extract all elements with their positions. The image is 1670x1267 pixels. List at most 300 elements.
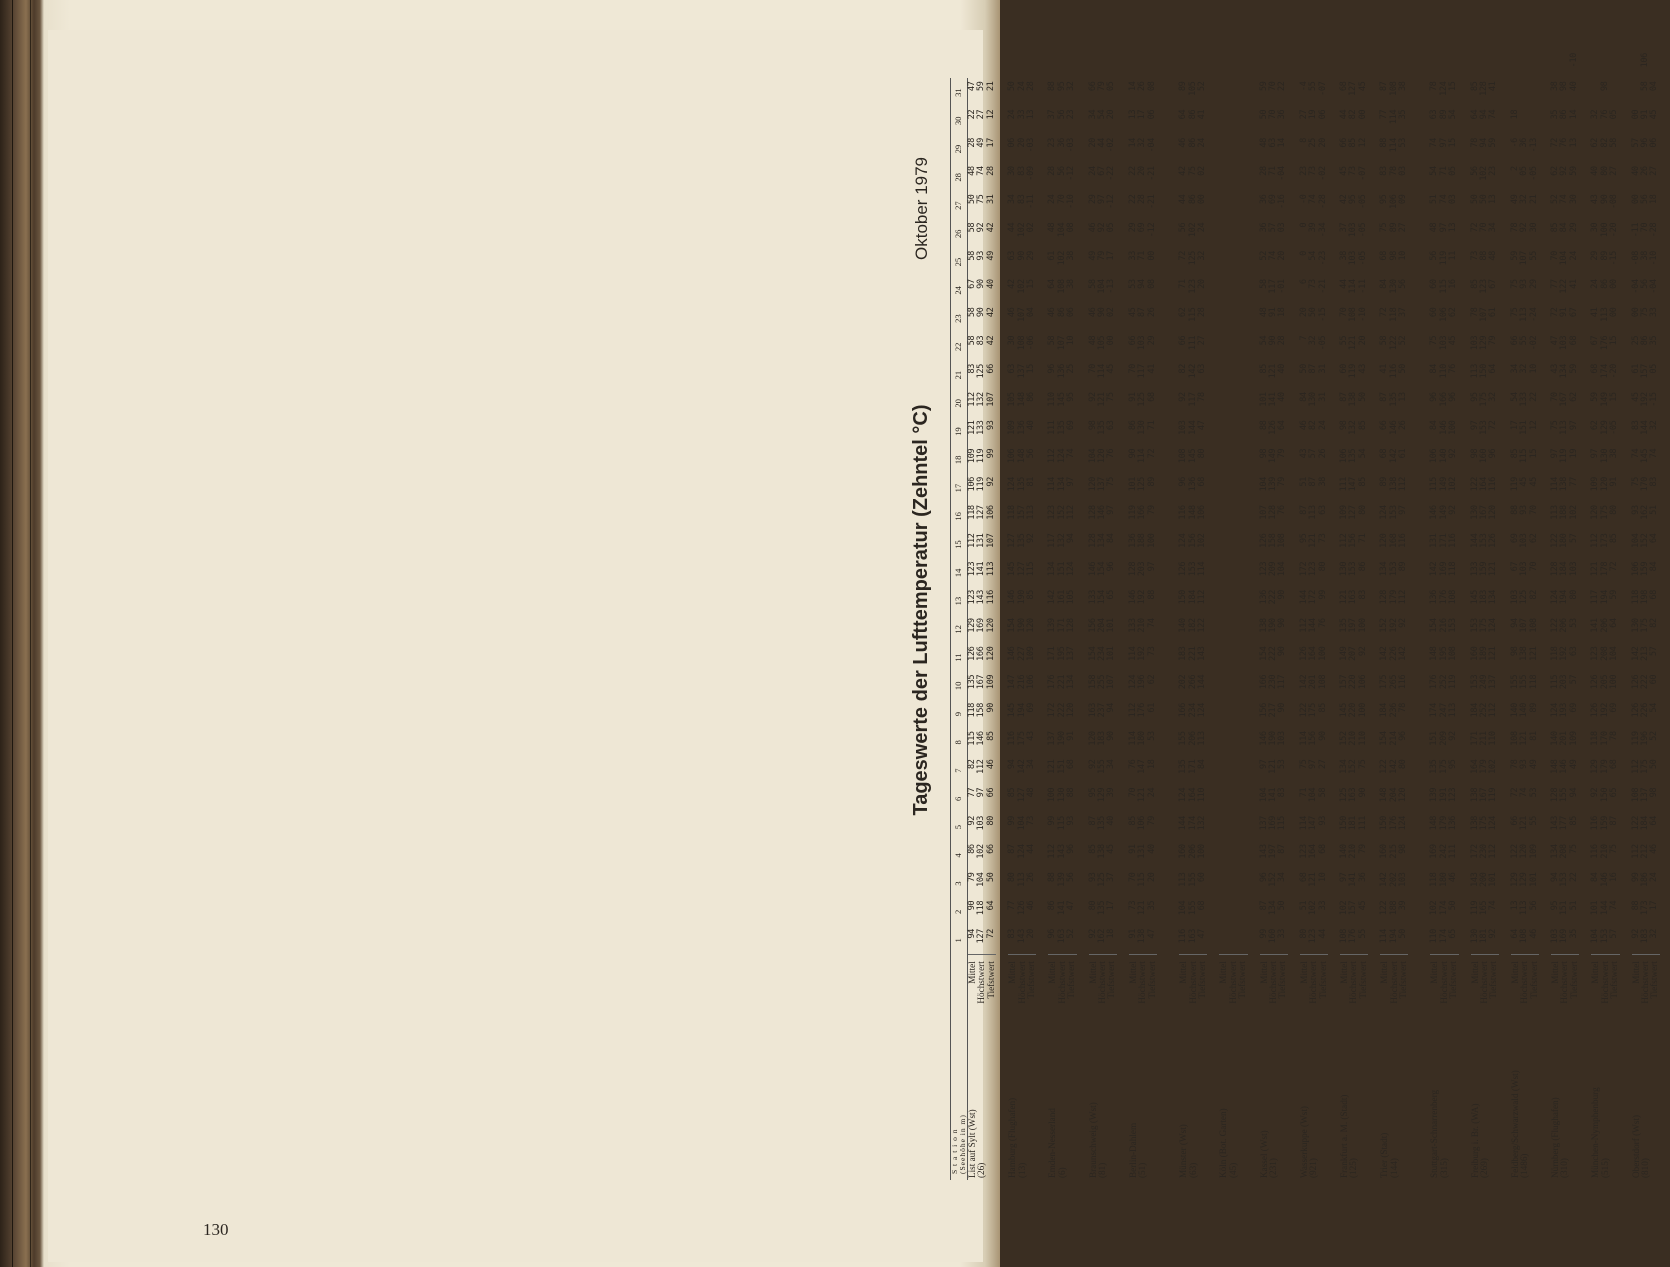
temperature-cell: 194 — [1016, 702, 1027, 718]
temperature-cell: 72 — [987, 926, 996, 955]
temperature-cell: 150 — [1178, 589, 1189, 605]
temperature-cell — [1219, 333, 1228, 361]
temperature-cell: 214 — [1388, 731, 1399, 746]
value-type: Mittel — [1429, 961, 1440, 984]
temperature-cell — [1229, 672, 1238, 700]
temperature-cell: 54 — [1649, 702, 1660, 713]
station-elevation: (921) — [1308, 1158, 1319, 1178]
temperature-cell: 174 — [1440, 926, 1449, 955]
table-row — [1430, 50, 1439, 1180]
temperature-cell: 90 — [1277, 646, 1288, 657]
temperature-cell: 95 — [1469, 392, 1480, 402]
temperature-cell: 97 — [1258, 759, 1269, 770]
temperature-cell: 192 — [1388, 618, 1399, 633]
temperature-cell: 91 — [1609, 476, 1620, 487]
temperature-cell: 90 — [1277, 702, 1288, 713]
temperature-cell: 120 — [1599, 476, 1610, 492]
temperature-cell: 85 — [1026, 589, 1037, 600]
temperature-cell: 121 — [1488, 646, 1499, 661]
temperature-cell: -01 — [1277, 279, 1288, 294]
value-type: Mittel — [967, 961, 977, 984]
temperature-cell: 141 — [1056, 900, 1067, 916]
temperature-cell: 48 — [1087, 335, 1098, 346]
temperature-cell: 116 — [1388, 363, 1399, 379]
temperature-cell: 103 — [1277, 731, 1288, 746]
temperature-cell: 164 — [1187, 787, 1198, 803]
temperature-cell: 114 — [1097, 363, 1108, 379]
temperature-cell: 32 — [1519, 363, 1530, 374]
temperature-cell: 112 — [1488, 702, 1499, 718]
temperature-cell: -11 — [1357, 279, 1368, 294]
temperature-cell: 7 — [1298, 335, 1309, 341]
station-spacer — [1579, 50, 1591, 1180]
table-row — [1058, 50, 1067, 1180]
temperature-cell: 50 — [1398, 363, 1408, 374]
temperature-cell: 97 — [1398, 505, 1408, 515]
temperature-cell: 115 — [1429, 476, 1440, 492]
temperature-cell: -05 — [1317, 335, 1328, 351]
day-header: 23 — [951, 304, 968, 332]
temperature-cell: -04 — [1630, 279, 1641, 294]
temperature-cell: 190 — [1056, 731, 1067, 746]
temperature-cell: 39 — [1106, 787, 1117, 798]
temperature-cell: 41 — [1488, 81, 1499, 92]
temperature-cell — [1219, 615, 1228, 643]
temperature-cell: 38 — [1066, 250, 1077, 261]
temperature-cell: 64 — [1649, 533, 1660, 544]
temperature-cell: 206 — [1187, 844, 1198, 859]
temperature-cell: 166 — [1137, 505, 1148, 520]
temperature-cell: 151 — [1056, 561, 1067, 577]
temperature-cell — [1238, 502, 1247, 530]
temperature-cell: 28 — [1026, 81, 1037, 92]
temperature-cell: 126 — [967, 646, 977, 661]
day-header: 15 — [951, 530, 968, 558]
temperature-cell: 135 — [1016, 476, 1027, 492]
temperature-cell: 113 — [1550, 505, 1561, 520]
temperature-cell: 101 — [1590, 900, 1601, 916]
temperature-cell: 67 — [1509, 561, 1520, 572]
value-type: Mittel — [1469, 961, 1480, 984]
value-type: Mittel — [1509, 961, 1520, 984]
day-header: 10 — [951, 672, 968, 700]
day-header: 27 — [951, 191, 968, 219]
table-row — [1632, 50, 1641, 1180]
station-name: München-Nymphenburg — [1590, 1087, 1601, 1178]
temperature-cell: 71 — [1267, 166, 1278, 176]
temperature-cell: 74 — [1488, 109, 1499, 120]
temperature-cell: 70 — [1267, 81, 1278, 92]
temperature-cell: 215 — [1388, 844, 1399, 859]
temperature-cell: 132 — [1348, 420, 1359, 435]
temperature-cell: 111 — [1187, 335, 1198, 351]
temperature-cell: 85 — [1258, 363, 1269, 374]
temperature-cell: 107 — [985, 392, 996, 407]
temperature-cell: 67 — [1097, 166, 1108, 176]
temperature-cell: 16 — [1448, 279, 1459, 289]
temperature-cell: 13 — [1127, 109, 1138, 120]
temperature-cell: 61 — [1398, 448, 1408, 459]
temperature-cell — [1229, 643, 1238, 671]
temperature-cell: 116 — [1179, 926, 1188, 955]
temperature-cell: 24 — [1196, 137, 1207, 148]
temperature-cell: 61 — [1630, 363, 1641, 374]
temperature-cell: -16 — [1277, 194, 1288, 209]
temperature-cell: 70 — [1087, 363, 1098, 374]
temperature-cell: 108 — [1056, 279, 1067, 294]
temperature-cell: 103 — [1348, 250, 1359, 266]
temperature-cell: 41 — [1379, 363, 1390, 374]
temperature-cell: 167 — [976, 674, 987, 690]
temperature-cell: 06 — [1317, 109, 1328, 120]
temperature-cell: 131 — [976, 533, 987, 548]
temperature-cell: 135 — [1178, 759, 1189, 774]
temperature-cell: 123 — [1309, 926, 1318, 955]
temperature-cell: 58 — [1609, 137, 1620, 148]
temperature-cell: 92 — [976, 222, 987, 233]
temperature-cell: 69 — [1026, 702, 1037, 713]
temperature-cell: 144 — [1599, 900, 1610, 916]
temperature-cell: 87 — [1087, 815, 1098, 826]
temperature-cell: 95 — [1550, 900, 1561, 911]
month-label: Oktober 1979 — [912, 156, 931, 260]
temperature-cell: 17 — [1106, 250, 1117, 261]
temperature-cell: 81 — [1528, 731, 1539, 741]
value-type: Höchstwert — [1137, 961, 1148, 1004]
temperature-cell: 156 — [1308, 731, 1319, 746]
station-name: Münster (Wst) — [1178, 1124, 1189, 1178]
station-elevation: (269) — [1479, 1158, 1490, 1178]
temperature-cell: 148 — [1379, 787, 1390, 803]
temperature-cell: 85 — [1357, 420, 1368, 431]
temperature-cell: 34 — [1087, 109, 1098, 120]
temperature-cell: 92 — [1590, 787, 1601, 798]
temperature-cell: 120 — [1379, 533, 1390, 548]
temperature-cell: 145 — [1056, 392, 1067, 407]
temperature-cell: 56 — [1066, 872, 1077, 883]
temperature-cell — [1229, 785, 1238, 813]
temperature-cell: 105 — [1007, 392, 1018, 407]
temperature-cell: 100 — [1146, 533, 1157, 548]
temperature-cell: 123 — [1448, 787, 1459, 803]
temperature-cell: 95 — [1348, 194, 1359, 205]
temperature-cell: 124 — [1066, 561, 1077, 577]
table-row — [1399, 50, 1408, 1180]
station-cell — [1650, 1027, 1659, 1180]
temperature-cell: 08 — [1146, 81, 1157, 92]
temperature-cell: 175 — [1479, 815, 1490, 831]
temperature-cell: 6 — [1298, 279, 1309, 285]
temperature-cell: 04 — [1026, 307, 1037, 318]
value-type: Tiefstwert — [1528, 961, 1539, 999]
temperature-cell: 64 — [1178, 109, 1189, 120]
temperature-cell: 91 — [1127, 844, 1138, 854]
temperature-cell — [1229, 728, 1238, 756]
temperature-cell: 36 — [1277, 109, 1288, 120]
temperature-cell: -4 — [1298, 81, 1309, 92]
temperature-cell: -15 — [1317, 307, 1328, 322]
temperature-cell: 163 — [1348, 589, 1359, 605]
temperature-cell: 222 — [1267, 589, 1278, 605]
temperature-cell: 21 — [985, 81, 996, 92]
temperature-cell: 168 — [1388, 533, 1399, 548]
temperature-cell: 192 — [1599, 702, 1610, 718]
temperature-cell: 121 — [1308, 872, 1319, 887]
temperature-cell: 127 — [1348, 81, 1359, 96]
temperature-cell: 13 — [1568, 137, 1579, 148]
temperature-cell: 124 — [1488, 815, 1499, 831]
temperature-cell: 90 — [1097, 307, 1108, 318]
temperature-cell: 115 — [1277, 815, 1288, 831]
temperature-cell: 14 — [1127, 81, 1138, 92]
temperature-cell: 166 — [976, 646, 987, 661]
station-spacer — [1539, 50, 1551, 1180]
temperature-cell: 87 — [1308, 476, 1319, 487]
temperature-cell: 45 — [1357, 81, 1368, 92]
temperature-cell: 121 — [1338, 589, 1349, 605]
temperature-cell: 136 — [1448, 815, 1459, 831]
temperature-cell — [1238, 220, 1247, 248]
temperature-cell: 97 — [1590, 448, 1601, 459]
temperature-cell — [1219, 248, 1228, 276]
value-type: Tiefstwert — [985, 961, 996, 999]
temperature-cell: 78 — [1429, 81, 1440, 92]
temperature-cell: 111 — [1448, 844, 1459, 859]
temperature-cell: -6 — [1509, 137, 1520, 148]
temperature-cell: 06 — [1007, 137, 1018, 148]
temperature-cell: 75 — [1568, 844, 1579, 854]
temperature-cell: 00 — [1630, 307, 1641, 318]
temperature-cell: 148 — [1016, 448, 1027, 464]
temperature-cell: 122 — [1469, 476, 1480, 492]
table-row — [1048, 50, 1057, 1180]
temperature-cell: -05 — [1528, 166, 1539, 181]
temperature-cell: 70 — [1528, 561, 1539, 572]
temperature-cell: 130 — [1338, 561, 1349, 577]
temperature-cell: 40 — [1277, 392, 1288, 402]
temperature-cell: 123 — [1308, 561, 1319, 577]
station-cell — [1610, 1027, 1619, 1180]
temperature-cell: 83 — [1008, 926, 1017, 955]
temperature-cell — [1219, 135, 1228, 163]
temperature-cell: 53 — [1146, 731, 1157, 741]
temperature-cell: 80 — [1317, 561, 1328, 572]
temperature-cell: 38 — [1338, 250, 1349, 261]
temperature-cell: 79 — [1357, 844, 1368, 854]
table-row — [1219, 50, 1228, 1180]
day-header: 31 — [951, 78, 968, 106]
temperature-cell: 17 — [1509, 420, 1520, 431]
temperature-cell: 96 — [1178, 476, 1189, 487]
temperature-cell: 18 — [1107, 926, 1116, 955]
temperature-cell: 121 — [967, 420, 977, 435]
temperature-cell: 84 — [1429, 363, 1440, 374]
temperature-cell: 126 — [1488, 533, 1499, 548]
temperature-cell: 75 — [1106, 476, 1117, 487]
temperature-cell: 155 — [1519, 674, 1530, 690]
temperature-cell: 130 — [1471, 926, 1480, 955]
temperature-cell: 00 — [1630, 194, 1641, 205]
temperature-cell: 143 — [1196, 646, 1207, 661]
temperature-cell: 171 — [1047, 646, 1058, 661]
temperature-cell: -06 — [1026, 335, 1037, 351]
temperature-cell: 99 — [1260, 926, 1269, 955]
temperature-cell: 136 — [1429, 589, 1440, 605]
temperature-cell: 104 — [1630, 533, 1641, 548]
temperature-cell: 127 — [1007, 533, 1018, 548]
temperature-cell: 50 — [1479, 194, 1490, 205]
temperature-cell — [1219, 530, 1228, 558]
temperature-cell: 103 — [1559, 335, 1570, 351]
temperature-cell: 121 — [1519, 815, 1530, 831]
temperature-cell: 104 — [1258, 787, 1269, 803]
temperature-cell: 73 — [1026, 815, 1037, 826]
temperature-cell: 180 — [1559, 533, 1570, 548]
temperature-cell: 190 — [1267, 618, 1278, 633]
temperature-cell: 211 — [1479, 731, 1490, 746]
station-cell — [1027, 1027, 1036, 1180]
temperature-cell: 94 — [1568, 787, 1579, 798]
temperature-cell: 81 — [1026, 476, 1037, 487]
temperature-cell: 110 — [1196, 787, 1207, 803]
temperature-cell: 29 — [1146, 335, 1157, 346]
temperature-cell — [1219, 785, 1228, 813]
temperature-cell: 72 — [1178, 250, 1189, 261]
temperature-cell: 119 — [1559, 448, 1570, 464]
temperature-cell: 38 — [1550, 81, 1561, 92]
temperature-cell: 40 — [1277, 363, 1288, 374]
temperature-cell: 112 — [1488, 844, 1499, 859]
station-elevation: (26) — [976, 1162, 987, 1178]
temperature-cell: 106 — [1357, 674, 1368, 690]
station-elevation: (51) — [1137, 1162, 1148, 1178]
temperature-cell: 230 — [1267, 674, 1278, 690]
temperature-cell — [1219, 304, 1228, 332]
temperature-cell: 78 — [1509, 222, 1520, 233]
temperature-cell: 118 — [967, 505, 977, 520]
station-spacer — [1288, 50, 1300, 1180]
temperature-cell: 107 — [1519, 618, 1530, 633]
temperature-cell: -11 — [1630, 222, 1641, 238]
temperature-cell: 114 — [1388, 137, 1399, 153]
temperature-cell: 88 — [1146, 589, 1157, 600]
temperature-cell: 99 — [1317, 589, 1328, 600]
station-name: Feldberg/Schwarzwald (Wst) — [1509, 1070, 1520, 1178]
temperature-cell: 181 — [1348, 815, 1359, 831]
temperature-cell: 153 — [1479, 533, 1490, 548]
day-header: 21 — [951, 361, 968, 389]
temperature-cell: 133 — [1469, 561, 1480, 577]
temperature-cell: 45 — [1519, 476, 1530, 487]
temperature-cell — [1229, 107, 1238, 135]
temperature-cell: 97 — [1438, 222, 1449, 233]
temperature-cell: 70 — [1127, 363, 1138, 374]
temperature-cell: 02 — [1106, 307, 1117, 318]
temperature-cell: 50 — [1448, 900, 1459, 911]
temperature-cell: 38 — [1398, 81, 1408, 92]
temperature-cell: 75 — [1379, 222, 1390, 233]
temperature-cell: 106 — [1429, 448, 1440, 464]
temperature-cell: 85 — [1087, 844, 1098, 854]
temperature-cell: 58 — [967, 335, 977, 346]
temperature-cell: 113 — [1519, 900, 1530, 916]
temperature-cell: -0 — [1298, 194, 1309, 205]
value-type: Höchstwert — [976, 961, 987, 1004]
temperature-cell: 30 — [1007, 335, 1018, 346]
temperature-cell: 175 — [1016, 731, 1027, 746]
temperature-cell: 169 — [1429, 844, 1440, 859]
temperature-cell: -07 — [1317, 81, 1328, 96]
temperature-cell — [1219, 813, 1228, 841]
temperature-cell: 135 — [1097, 900, 1108, 916]
temperature-cell: -21 — [1317, 279, 1328, 294]
temperature-cell: 77 — [967, 787, 977, 798]
temperature-cell: 32 — [1519, 194, 1530, 205]
temperature-cell: 109 — [1568, 731, 1579, 746]
temperature-cell: 92 — [1398, 618, 1408, 628]
temperature-cell: 45 — [1338, 166, 1349, 176]
temperature-cell: 23 — [1298, 166, 1309, 176]
temperature-cell — [1229, 276, 1238, 304]
temperature-cell: -21 — [1146, 166, 1157, 181]
value-type: Höchstwert — [1559, 961, 1570, 1004]
temperature-cell: 156 — [1348, 533, 1359, 548]
temperature-cell: 98 — [1398, 844, 1408, 854]
value-type: Tiefstwert — [1106, 961, 1117, 999]
table-row — [1319, 50, 1328, 1180]
temperature-cell — [1219, 163, 1228, 191]
station-spacer — [1620, 50, 1632, 1180]
temperature-cell: 154 — [1097, 561, 1108, 577]
temperature-cell: 20 — [1357, 335, 1368, 346]
temperature-cell: 138 — [1258, 618, 1269, 633]
temperature-cell: 55 — [1308, 81, 1319, 92]
temperature-cell: 36 — [1357, 872, 1368, 883]
temperature-cell: 66 — [985, 844, 996, 854]
temperature-cell: 118 — [1388, 307, 1399, 322]
group-spacer — [1157, 50, 1179, 1180]
temperature-cell: 144 — [1187, 420, 1198, 435]
temperature-cell: 118 — [1448, 561, 1459, 577]
temperature-cell: 59 — [1568, 166, 1579, 176]
temperature-cell: 206 — [1599, 618, 1610, 633]
temperature-cell: 40 — [1568, 81, 1579, 92]
temperature-cell — [1229, 615, 1238, 643]
temperature-cell: 34 — [1026, 759, 1037, 770]
temperature-cell: 156 — [1187, 533, 1198, 548]
temperature-cell: 10 — [1317, 872, 1328, 883]
temperature-cell: 234 — [1187, 702, 1198, 718]
temperature-cell: 86 — [1599, 279, 1610, 289]
temperature-cell: -10 — [1568, 53, 1579, 68]
temperature-cell: 129 — [1519, 872, 1530, 887]
temperature-cell: 97 — [1438, 137, 1449, 148]
temperature-cell — [1219, 643, 1228, 671]
station-elevation: (63) — [1187, 1162, 1198, 1178]
temperature-cell: 66 — [985, 787, 996, 798]
temperature-cell: 42 — [1338, 194, 1349, 205]
temperature-cell: 80 — [1357, 505, 1368, 515]
station-elevation: (81) — [1097, 1162, 1108, 1178]
temperature-cell: 57 — [1267, 222, 1278, 233]
temperature-cell: 83 — [1357, 589, 1368, 600]
temperature-cell: 72 — [1550, 307, 1561, 318]
temperature-cell: 179 — [1599, 759, 1610, 774]
temperature-cell: 2 — [1509, 166, 1520, 172]
temperature-cell: 52 — [1550, 194, 1561, 205]
temperature-cell: 92 — [1519, 222, 1530, 233]
temperature-cell: 80 — [1007, 872, 1018, 883]
